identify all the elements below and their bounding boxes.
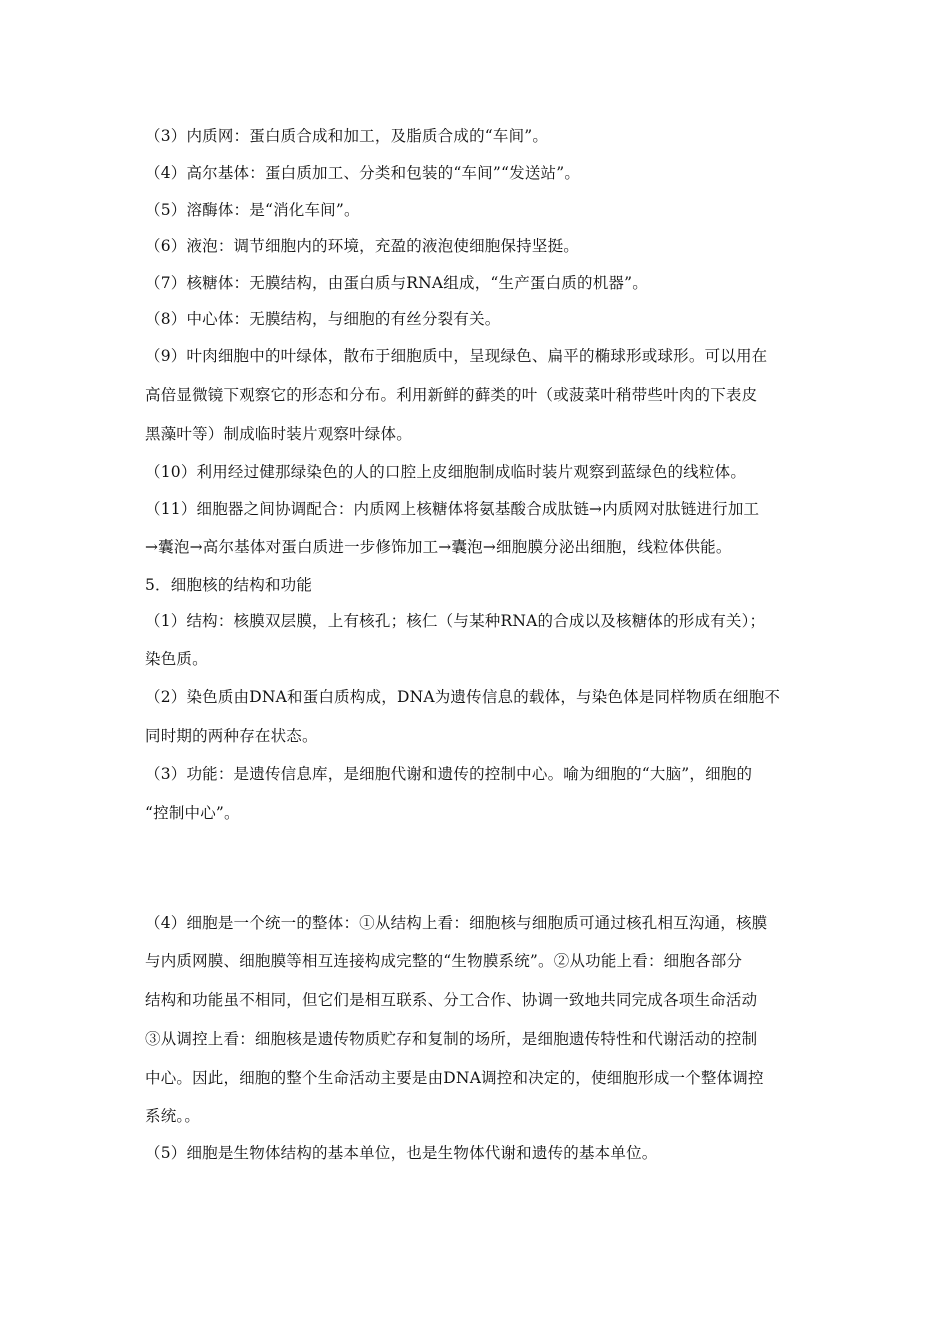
text-line-function-2: “控制中心”。 [145,804,240,822]
text-line-chromatin-1: （2）染色质由DNA和蛋白质构成，DNA为遗传信息的载体，与染色体是同样物质在细胞不 [145,688,781,706]
text-line-chromatin-2: 同时期的两种存在状态。 [145,727,318,745]
text-line-chloroplast-2: 高倍显微镜下观察它的形态和分布。利用新鲜的藓类的叶（或菠菜叶稍带些叶肉的下表皮 [145,386,758,404]
text-line-unity-2: 与内质网膜、细胞膜等相互连接构成完整的“生物膜系统”。②从功能上看：细胞各部分 [145,952,743,970]
text-line-unity-5: 中心。因此，细胞的整个生命活动主要是由DNA调控和决定的，使细胞形成一个整体调控 [145,1069,764,1087]
text-line-organelle-coop-2: →囊泡→高尔基体对蛋白质进一步修饰加工→囊泡→细胞膜分泌出细胞，线粒体供能。 [145,538,732,556]
text-line-basic-unit: （5）细胞是生物体结构的基本单位，也是生物体代谢和遗传的基本单位。 [145,1144,658,1162]
text-line-vacuole: （6）液泡：调节细胞内的环境，充盈的液泡使细胞保持坚挺。 [145,237,579,255]
text-line-unity-4: ③从调控上看：细胞核是遗传物质贮存和复制的场所，是细胞遗传特性和代谢活动的控制 [145,1030,758,1048]
text-line-structure-1: （1）结构：核膜双层膜，上有核孔；核仁（与某种RNA的合成以及核糖体的形成有关）； [145,612,766,630]
text-line-organelle-coop-1: （11）细胞器之间协调配合：内质网上核糖体将氨基酸合成肽链→内质网对肽链进行加工 [145,500,760,518]
text-line-lysosome: （5）溶酶体：是“消化车间”。 [145,201,360,219]
text-line-structure-2: 染色质。 [145,650,208,668]
section-heading-nucleus: 5．细胞核的结构和功能 [145,576,313,594]
text-line-ribosome: （7）核糖体：无膜结构，由蛋白质与RNA组成，“生产蛋白质的机器”。 [145,274,648,292]
text-line-mitochondria: （10）利用经过健那绿染色的人的口腔上皮细胞制成临时装片观察到蓝绿色的线粒体。 [145,463,747,481]
text-line-chloroplast-1: （9）叶肉细胞中的叶绿体，散布于细胞质中，呈现绿色、扁平的椭球形或球形。可以用在 [145,347,768,365]
text-line-unity-3: 结构和功能虽不相同，但它们是相互联系、分工合作、协调一致地共同完成各项生命活动 [145,991,758,1009]
text-line-centrosome: （8）中心体：无膜结构，与细胞的有丝分裂有关。 [145,310,501,328]
text-line-golgi: （4）高尔基体：蛋白质加工、分类和包装的“车间”“发送站”。 [145,164,581,182]
text-line-unity-1: （4）细胞是一个统一的整体：①从结构上看：细胞核与细胞质可通过核孔相互沟通，核膜 [145,914,768,932]
text-line-function-1: （3）功能：是遗传信息库，是细胞代谢和遗传的控制中心。喻为细胞的“大脑”，细胞的 [145,765,753,783]
text-line-er: （3）内质网：蛋白质合成和加工，及脂质合成的“车间”。 [145,127,549,145]
text-line-unity-6: 系统。。 [145,1107,201,1125]
text-line-chloroplast-3: 黑藻叶等）制成临时装片观察叶绿体。 [145,425,412,443]
